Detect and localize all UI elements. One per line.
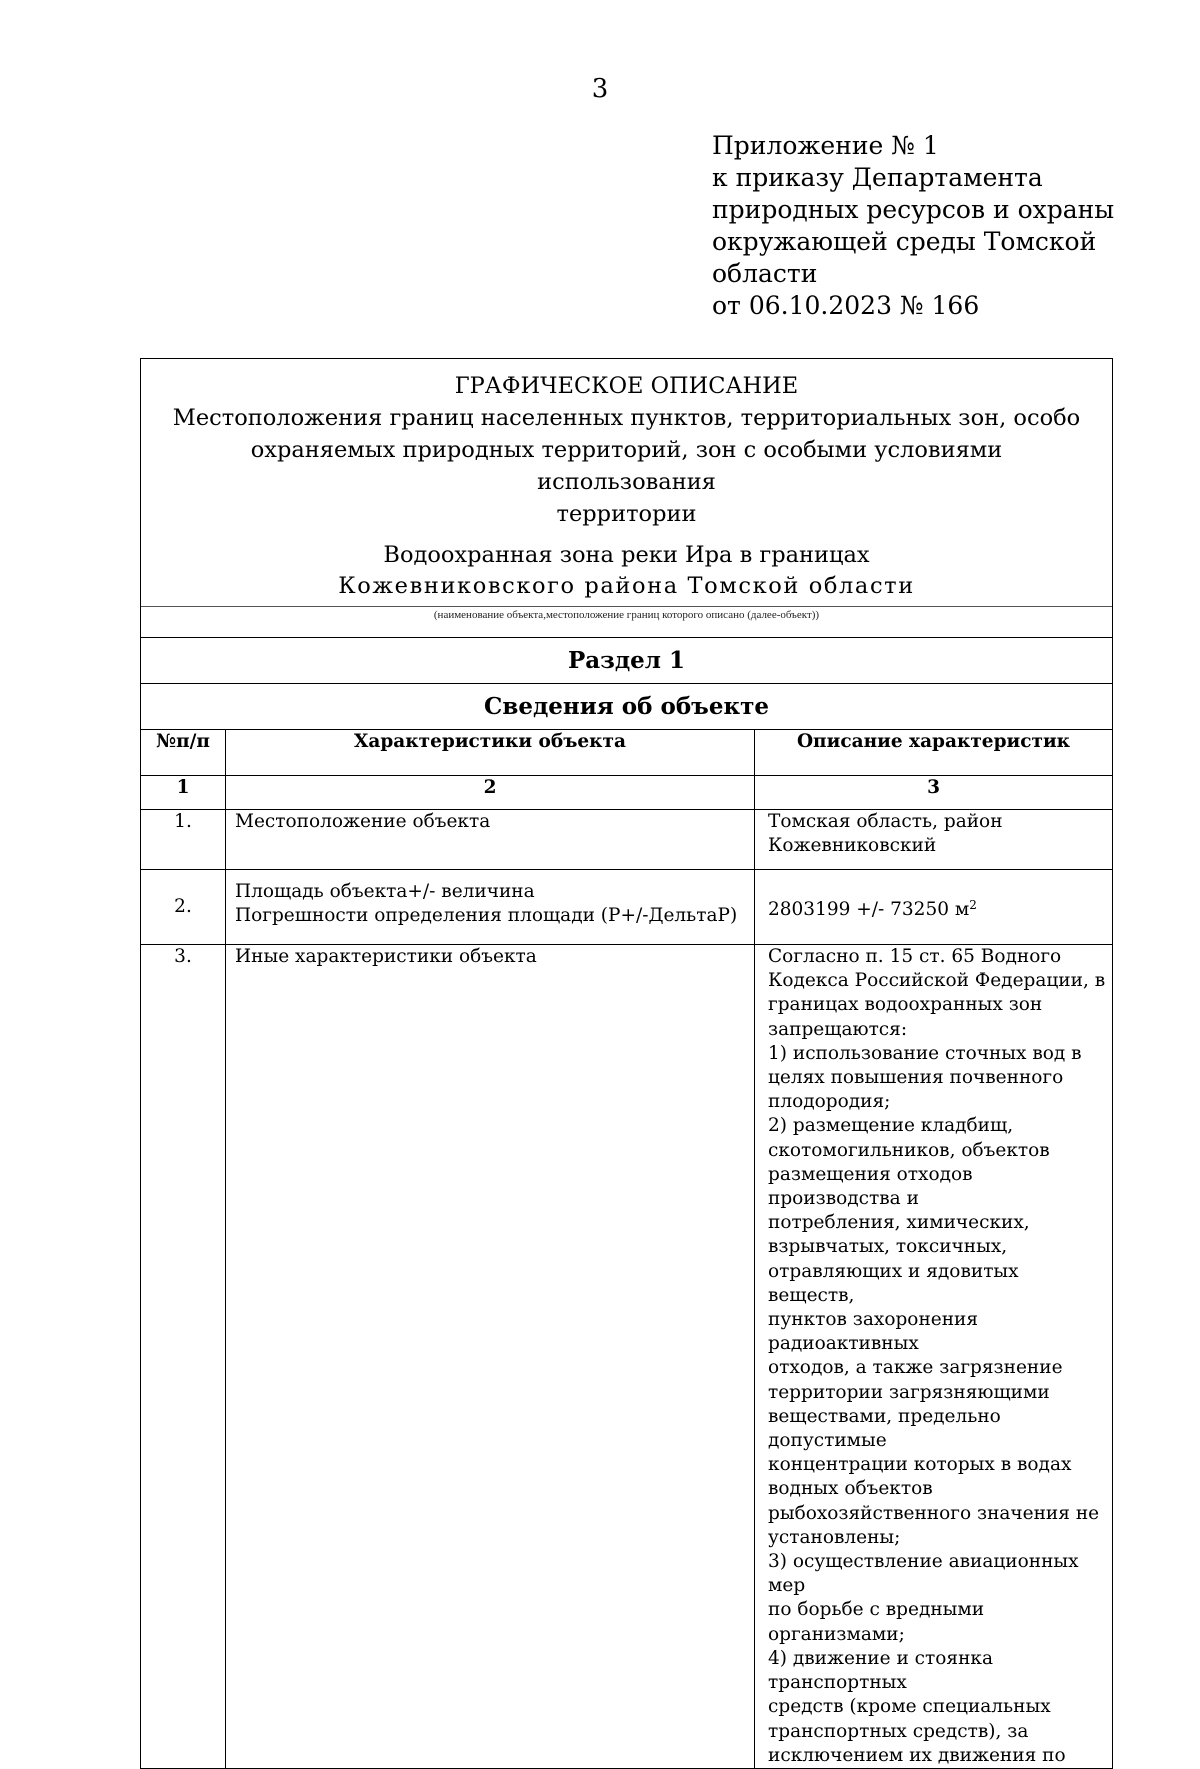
description-line: скотомогильников, объектов <box>768 1139 1050 1161</box>
description-line: исключением их движения по <box>768 1744 1066 1766</box>
table-row <box>141 810 1112 870</box>
description-line: Кодекса Российской Федерации, в <box>768 970 1106 992</box>
description-line: средств (кроме специальных <box>768 1696 1051 1718</box>
column-index: 3 <box>755 776 1113 810</box>
row-number: 3. <box>141 945 226 1768</box>
characteristic-text: Местоположение объекта <box>235 811 491 832</box>
column-index-row <box>141 776 1112 810</box>
column-index: 2 <box>226 776 755 810</box>
description-line: запрещаются: <box>768 1018 908 1040</box>
object-name-line: Кожевниковского района Томской области <box>338 573 915 599</box>
object-caption: (наименование объекта,местоположение границ которого описано (далее-объект)) <box>433 609 820 621</box>
document-heading: ГРАФИЧЕСКОЕ ОПИСАНИЕ <box>454 373 799 399</box>
appendix-line: от 06.10.2023 № 166 <box>712 291 980 320</box>
section-number: Раздел 1 <box>141 637 1112 683</box>
characteristic-text: Площадь объекта+/- величина <box>235 881 535 902</box>
object-info-table <box>141 729 1112 1768</box>
characteristic-text: Погрешности определения площади (Р+/-ДельтаР) <box>235 905 738 926</box>
description-line: 1) использование сточных вод в <box>768 1042 1082 1064</box>
appendix-line: области <box>712 259 818 288</box>
column-index: 1 <box>141 776 226 810</box>
characteristic-cell <box>226 810 755 870</box>
title-block <box>141 359 1112 602</box>
description-line: взрывчатых, токсичных, <box>768 1236 1008 1258</box>
characteristic-cell <box>226 870 755 945</box>
object-name-line: Водоохранная зона реки Ира в границах <box>383 542 870 568</box>
row-number: 1. <box>141 810 226 870</box>
description-line: 3) осуществление авиационных мер <box>768 1551 1079 1597</box>
unit-superscript: 2 <box>969 897 977 912</box>
table-row <box>141 870 1112 945</box>
description-line: установлены; <box>768 1526 901 1548</box>
description-line: 2) размещение кладбищ, <box>768 1115 1014 1137</box>
characteristic-text: Иные характеристики объекта <box>235 946 537 967</box>
table-row <box>141 945 1112 1768</box>
description-line: концентрации которых в водах <box>768 1454 1072 1476</box>
area-value <box>755 893 1112 922</box>
description-line: отравляющих и ядовитых веществ, <box>768 1260 1019 1306</box>
description-line: рыбохозяйственного значения не <box>768 1502 1100 1524</box>
column-header: Характеристики объекта <box>226 730 755 776</box>
appendix-line: природных ресурсов и охраны <box>712 195 1115 224</box>
document-subtitle-line: охраняемых природных территорий, зон с особыми условиями использования <box>250 437 1003 495</box>
appendix-line: Приложение № 1 <box>712 131 939 160</box>
characteristic-cell <box>226 945 755 1768</box>
description-line: размещения отходов производства и <box>768 1163 973 1210</box>
appendix-reference <box>712 130 1182 322</box>
description-line: потребления, химических, <box>768 1212 1030 1234</box>
description-line: Кожевниковский <box>768 835 937 856</box>
description-line: веществами, предельно допустимые <box>768 1405 1001 1452</box>
description-line: целях повышения почвенного <box>768 1067 1064 1089</box>
description-cell <box>755 945 1113 1768</box>
description-line: водных объектов <box>768 1478 933 1500</box>
description-line: территории загрязняющими <box>768 1381 1050 1403</box>
description-line: Томская область, район <box>768 811 1003 832</box>
description-line: транспортных средств), за <box>768 1720 1029 1742</box>
description-line: Согласно п. 15 ст. 65 Водного <box>768 946 1062 967</box>
column-header: №п/п <box>141 730 226 776</box>
description-line: пунктов захоронения радиоактивных <box>768 1309 979 1355</box>
description-line: плодородия; <box>768 1091 891 1113</box>
description-cell <box>755 810 1113 870</box>
column-header: Описание характеристик <box>755 730 1113 776</box>
appendix-line: окружающей среды Томской <box>712 227 1097 256</box>
description-cell <box>755 870 1113 945</box>
description-line: 4) движение и стоянка транспортных <box>768 1647 993 1694</box>
section-name: Сведения об объекте <box>141 683 1112 729</box>
description-line: границах водоохранных зон <box>768 994 1043 1016</box>
description-line: по борьбе с вредными организмами; <box>768 1599 985 1645</box>
table-header-row <box>141 730 1112 776</box>
page-number: 3 <box>591 74 609 104</box>
document-subtitle-line: территории <box>556 501 697 527</box>
row-number: 2. <box>141 870 226 945</box>
document-subtitle-line: Местоположения границ населенных пунктов, территориальных зон, особо <box>172 405 1081 431</box>
description-line: отходов, а также загрязнение <box>768 1357 1063 1379</box>
appendix-line: к приказу Департамента <box>712 163 1043 192</box>
graphic-description-form <box>140 358 1113 1769</box>
area-value-text: 2803199 +/- 73250 м <box>768 898 970 920</box>
